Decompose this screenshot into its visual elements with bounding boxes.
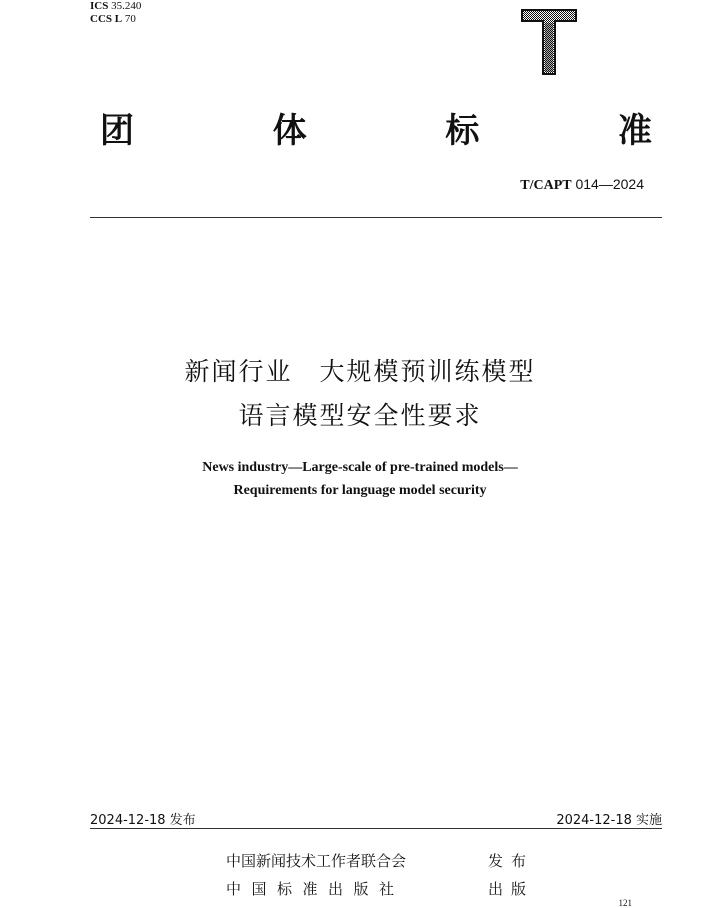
publisher-row bbox=[226, 850, 534, 871]
ccs-value: 70 bbox=[124, 13, 136, 25]
issue-date: 2024-12-18 发布 bbox=[90, 813, 196, 828]
standard-number-code: 014—2024 bbox=[575, 176, 644, 192]
standard-type-char: 团 bbox=[100, 110, 134, 151]
publisher-name: 中国新闻技术工作者联合会 bbox=[226, 852, 407, 870]
standard-type-heading bbox=[100, 104, 652, 150]
ics-label: ICS bbox=[90, 0, 109, 12]
publisher-row bbox=[226, 878, 534, 899]
publisher-action: 发布 bbox=[488, 852, 535, 870]
publisher-action: 出版 bbox=[488, 880, 535, 898]
implementation-date: 2024-12-18 实施 bbox=[556, 813, 662, 828]
ccs-letter: L bbox=[114, 13, 123, 25]
ccs-label: CCS bbox=[90, 13, 113, 25]
standard-number bbox=[520, 176, 644, 194]
publisher-name: 中国标准出版社 bbox=[226, 880, 405, 898]
standard-type-char: 标 bbox=[445, 110, 480, 151]
ics-code bbox=[90, 0, 141, 13]
standard-t-logo-icon bbox=[520, 8, 578, 76]
standard-type-char: 体 bbox=[272, 110, 307, 151]
ccs-code bbox=[90, 13, 136, 26]
header-divider bbox=[90, 217, 662, 218]
english-title-line-2: Requirements for language model security bbox=[233, 483, 487, 498]
standard-type-char: 准 bbox=[617, 110, 652, 151]
footer-divider bbox=[90, 828, 662, 829]
standard-number-prefix: T/CAPT bbox=[520, 178, 572, 193]
chinese-title-line-2: 语言模型安全性要求 bbox=[238, 401, 482, 430]
page-number: 121 bbox=[618, 898, 632, 908]
ics-value: 35.240 bbox=[111, 0, 142, 12]
chinese-title-line-1: 新闻行业 大规模预训练模型 bbox=[184, 357, 536, 386]
english-title-line-1: News industry—Large-scale of pre-trained models— bbox=[202, 460, 518, 475]
